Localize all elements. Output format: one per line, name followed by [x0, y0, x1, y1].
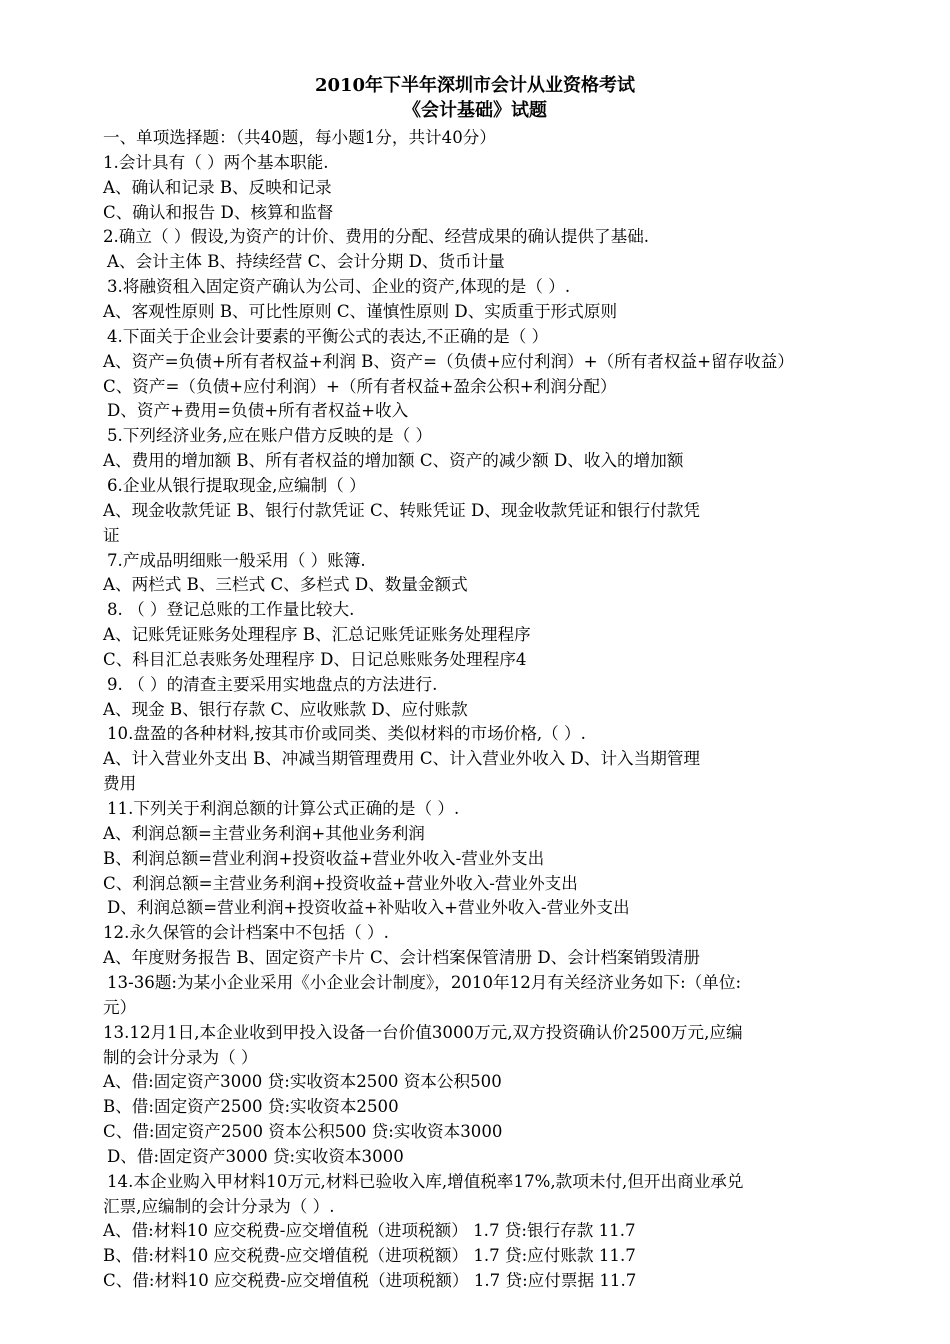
- text-line: A、借:材料10 应交税费-应交增值税（进项税额） 1.7 贷:银行存款 11.7: [103, 1221, 636, 1241]
- text-line: C、借:固定资产2500 资本公积500 贷:实收资本3000: [103, 1122, 503, 1141]
- text-line: 1.会计具有（ ）两个基本职能.: [103, 152, 329, 172]
- text-line: C、资产=（负债+应付利润）+（所有者权益+盈余公积+利润分配）: [103, 376, 617, 396]
- text-line: 11.下列关于利润总额的计算公式正确的是（ ）.: [107, 799, 460, 818]
- text-line: B、借:固定资产2500 贷:实收资本2500: [103, 1097, 399, 1117]
- text-line: B、利润总额=营业利润+投资收益+营业外收入-营业外支出: [103, 848, 545, 868]
- text-line: A、费用的增加额 B、所有者权益的增加额 C、资产的减少额 D、收入的增加额: [103, 451, 684, 471]
- text-line: B、借:材料10 应交税费-应交增值税（进项税额） 1.7 贷:应付账款 11.7: [103, 1246, 636, 1266]
- text-line: A、计入营业外支出 B、冲减当期管理费用 C、计入营业外收入 D、计入当期管理: [103, 749, 701, 769]
- text-line: A、会计主体 B、持续经营 C、会计分期 D、货币计量: [107, 252, 505, 272]
- text-line: C、利润总额=主营业务利润+投资收益+营业外收入-营业外支出: [103, 873, 578, 893]
- text-line: A、两栏式 B、三栏式 C、多栏式 D、数量金额式: [103, 575, 468, 595]
- text-line: D、利润总额=营业利润+投资收益+补贴收入+营业外收入-营业外支出: [107, 898, 630, 918]
- text-line: D、资产+费用=负债+所有者权益+收入: [107, 401, 409, 421]
- text-line: A、确认和记录 B、反映和记录: [103, 177, 332, 197]
- text-line: 证: [103, 525, 120, 545]
- text-line: 7.产成品明细账一般采用（ ）账簿.: [107, 550, 366, 570]
- text-line: 费用: [103, 774, 137, 794]
- text-line: 汇票,应编制的会计分录为（ ）.: [103, 1196, 335, 1216]
- text-line: 14.本企业购入甲材料10万元,材料已验收入库,增值税率17%,款项未付,但开出商业承兑: [107, 1171, 744, 1191]
- text-line: A、借:固定资产3000 贷:实收资本2500 资本公积500: [103, 1072, 502, 1092]
- text-line: 一、单项选择题：（共40题，每小题1分，共计40分）: [103, 128, 496, 147]
- text-line: A、资产=负债+所有者权益+利润 B、资产=（负债+应付利润）+（所有者权益+留存收益）: [103, 351, 794, 371]
- text-line: A、现金收款凭证 B、银行付款凭证 C、转账凭证 D、现金收款凭证和银行付款凭: [103, 500, 701, 520]
- text-line: 13.12月1日,本企业收到甲投入设备一台价值3000万元,双方投资确认价2500万元,应编: [103, 1022, 743, 1042]
- text-line: 4.下面关于企业会计要素的平衡公式的表达,不正确的是（ ）: [107, 326, 549, 346]
- text-line: C、科目汇总表账务处理程序 D、日记总账账务处理程序4: [103, 649, 527, 669]
- exam-title: 2010年下半年深圳市会计从业资格考试: [314, 75, 636, 96]
- text-line: 元）: [103, 997, 137, 1017]
- text-line: 5.下列经济业务,应在账户借方反映的是（ ）: [107, 426, 433, 446]
- text-line: 8. （ ）登记总账的工作量比较大.: [107, 600, 355, 620]
- text-line: 9. （ ）的清查主要采用实地盘点的方法进行.: [107, 674, 438, 694]
- text-line: A、年度财务报告 B、固定资产卡片 C、会计档案保管清册 D、会计档案销毁清册: [103, 948, 701, 968]
- text-line: 13-36题:为某小企业采用《小企业会计制度》，2010年12月有关经济业务如下:（单位:: [107, 972, 742, 992]
- text-line: A、客观性原则 B、可比性原则 C、谨慎性原则 D、实质重于形式原则: [103, 302, 618, 321]
- text-line: C、借:材料10 应交税费-应交增值税（进项税额） 1.7 贷:应付票据 11.7: [103, 1271, 637, 1291]
- text-line: 3.将融资租入固定资产确认为公司、企业的资产,体现的是（ ）.: [107, 277, 571, 297]
- text-line: A、利润总额=主营业务利润+其他业务利润: [103, 823, 425, 843]
- text-line: 12.永久保管的会计档案中不包括（ ）.: [103, 923, 389, 943]
- text-line: 6.企业从银行提取现金,应编制（ ）: [107, 475, 366, 495]
- text-line: 10.盘盈的各种材料,按其市价或同类、类似材料的市场价格,（ ）.: [107, 724, 586, 744]
- text-line: 2.确立（ ）假设,为资产的计价、费用的分配、经营成果的确认提供了基础.: [103, 227, 650, 247]
- text-line: D、借:固定资产3000 贷:实收资本3000: [107, 1146, 404, 1166]
- text-line: A、记账凭证账务处理程序 B、汇总记账凭证账务处理程序: [103, 625, 531, 644]
- text-line: 制的会计分录为（ ）: [103, 1047, 258, 1067]
- text-line: C、确认和报告 D、核算和监督: [103, 202, 334, 222]
- exam-subtitle: 《会计基础》试题: [403, 100, 547, 121]
- text-line: A、现金 B、银行存款 C、应收账款 D、应付账款: [103, 699, 468, 719]
